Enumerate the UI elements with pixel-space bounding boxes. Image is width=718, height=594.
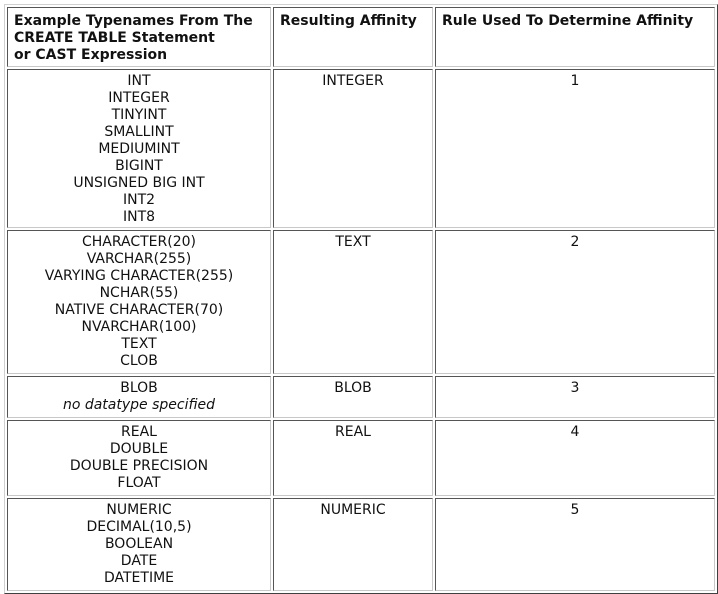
table-row bbox=[7, 420, 715, 496]
typename: DATE bbox=[120, 553, 158, 569]
header-row bbox=[7, 7, 715, 67]
header-affinity: Resulting Affinity bbox=[273, 7, 433, 67]
typename: FLOAT bbox=[117, 475, 161, 491]
typenames-cell bbox=[7, 230, 271, 374]
header-typenames-line: Example Typenames From The bbox=[14, 13, 253, 29]
typename: UNSIGNED BIG INT bbox=[73, 175, 205, 191]
typename: DECIMAL(10,5) bbox=[86, 519, 192, 535]
header-typenames-line: or CAST Expression bbox=[14, 47, 168, 63]
rule-cell: 2 bbox=[435, 230, 715, 374]
typename: SMALLINT bbox=[104, 124, 174, 140]
header-typenames bbox=[7, 7, 271, 67]
typenames-cell bbox=[7, 376, 271, 418]
rule-cell: 1 bbox=[435, 69, 715, 228]
typenames-cell bbox=[7, 69, 271, 228]
typename: BLOB bbox=[120, 380, 158, 396]
typename: NCHAR(55) bbox=[99, 285, 179, 301]
typename: DOUBLE bbox=[109, 441, 169, 457]
affinity-cell: TEXT bbox=[273, 230, 433, 374]
typename: BOOLEAN bbox=[104, 536, 174, 552]
typename: NATIVE CHARACTER(70) bbox=[54, 302, 224, 318]
typename: DOUBLE PRECISION bbox=[69, 458, 209, 474]
rule-cell: 3 bbox=[435, 376, 715, 418]
affinity-cell: INTEGER bbox=[273, 69, 433, 228]
typename: NVARCHAR(100) bbox=[81, 319, 197, 335]
typename: NUMERIC bbox=[106, 502, 172, 518]
table-row bbox=[7, 498, 715, 591]
rule-cell: 5 bbox=[435, 498, 715, 591]
table-row bbox=[7, 376, 715, 418]
typename: MEDIUMINT bbox=[98, 141, 180, 157]
typename: INT2 bbox=[122, 192, 156, 208]
typename: TEXT bbox=[121, 336, 157, 352]
affinity-cell: REAL bbox=[273, 420, 433, 496]
affinity-cell: NUMERIC bbox=[273, 498, 433, 591]
typename: TINYINT bbox=[111, 107, 167, 123]
typenames-cell bbox=[7, 420, 271, 496]
header-rule: Rule Used To Determine Affinity bbox=[435, 7, 715, 67]
header-typenames-line: CREATE TABLE Statement bbox=[14, 30, 215, 46]
affinity-table bbox=[4, 4, 718, 594]
typename: INT bbox=[127, 73, 151, 89]
typename-note: no datatype specified bbox=[62, 397, 216, 413]
rule-cell: 4 bbox=[435, 420, 715, 496]
typename: VARCHAR(255) bbox=[86, 251, 192, 267]
typename: CLOB bbox=[120, 353, 158, 369]
typenames-cell bbox=[7, 498, 271, 591]
affinity-cell: BLOB bbox=[273, 376, 433, 418]
table-row bbox=[7, 69, 715, 228]
typename: REAL bbox=[121, 424, 157, 440]
typename: VARYING CHARACTER(255) bbox=[44, 268, 234, 284]
affinity-table-container bbox=[4, 4, 718, 594]
typename: CHARACTER(20) bbox=[81, 234, 196, 250]
table-row bbox=[7, 230, 715, 374]
typename: INTEGER bbox=[108, 90, 170, 106]
typename: BIGINT bbox=[115, 158, 163, 174]
typename: INT8 bbox=[122, 209, 156, 225]
typename: DATETIME bbox=[103, 570, 175, 586]
